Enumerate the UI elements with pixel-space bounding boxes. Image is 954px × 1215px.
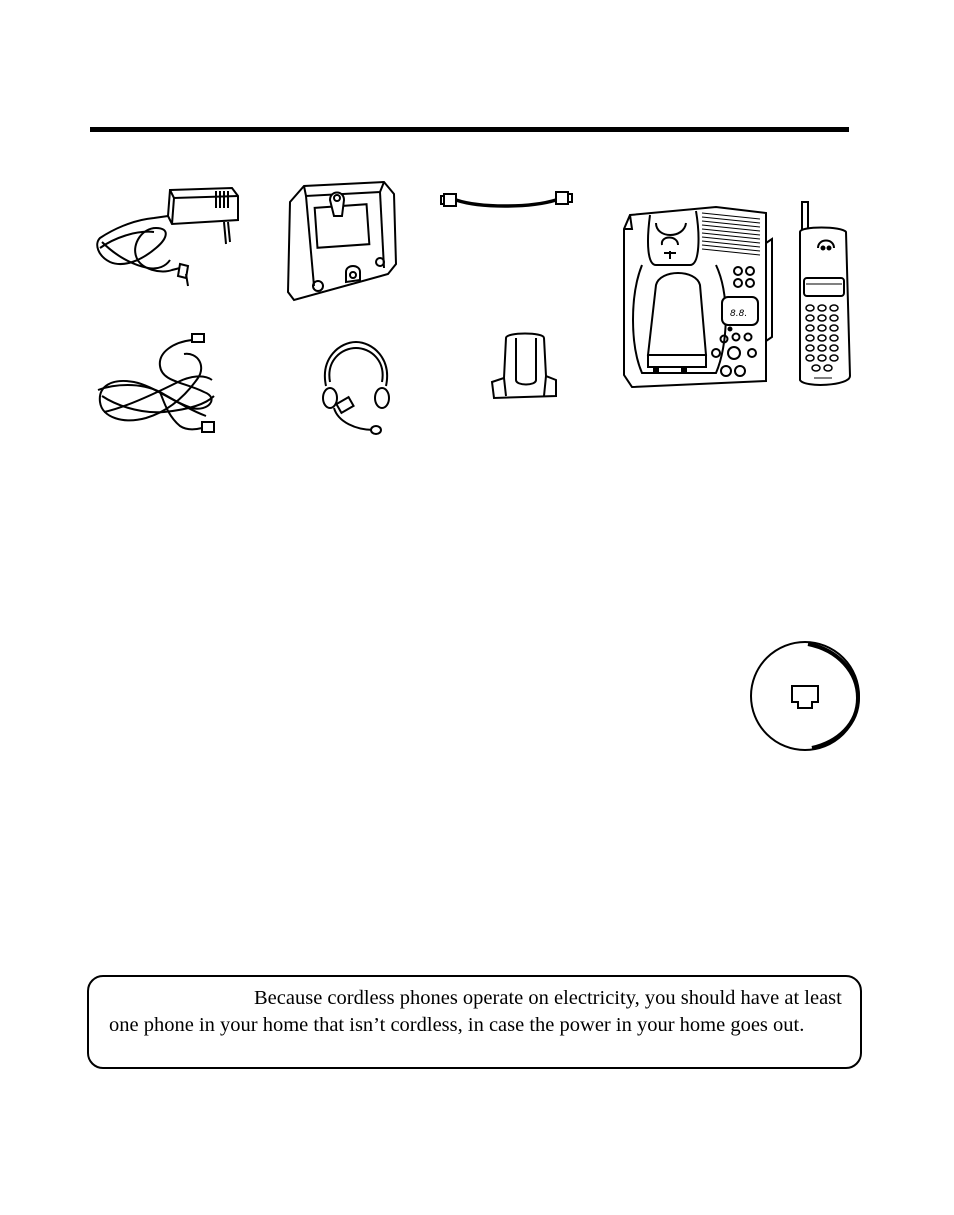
handset-icon: [792, 200, 854, 392]
base-unit-icon: [620, 205, 778, 391]
safety-note-box: [87, 975, 862, 1069]
note-body: Because cordless phones operate on electricity, you should have at least one phone in your home that isn’t cordless, in case the power in your home goes out.: [109, 987, 842, 1036]
wall-mount-bracket-icon: [284, 176, 399, 304]
modular-phone-jack-icon: [748, 638, 862, 754]
safety-note-text: [109, 985, 849, 1039]
header-rule: [90, 127, 849, 132]
belt-clip-icon: [490, 330, 560, 402]
ac-power-adapter-icon: [92, 182, 247, 292]
headset-icon: [320, 338, 392, 438]
base-display: 8.8.: [730, 309, 748, 319]
short-phone-cord-icon: [440, 188, 580, 218]
long-phone-line-cord-icon: [94, 332, 224, 438]
